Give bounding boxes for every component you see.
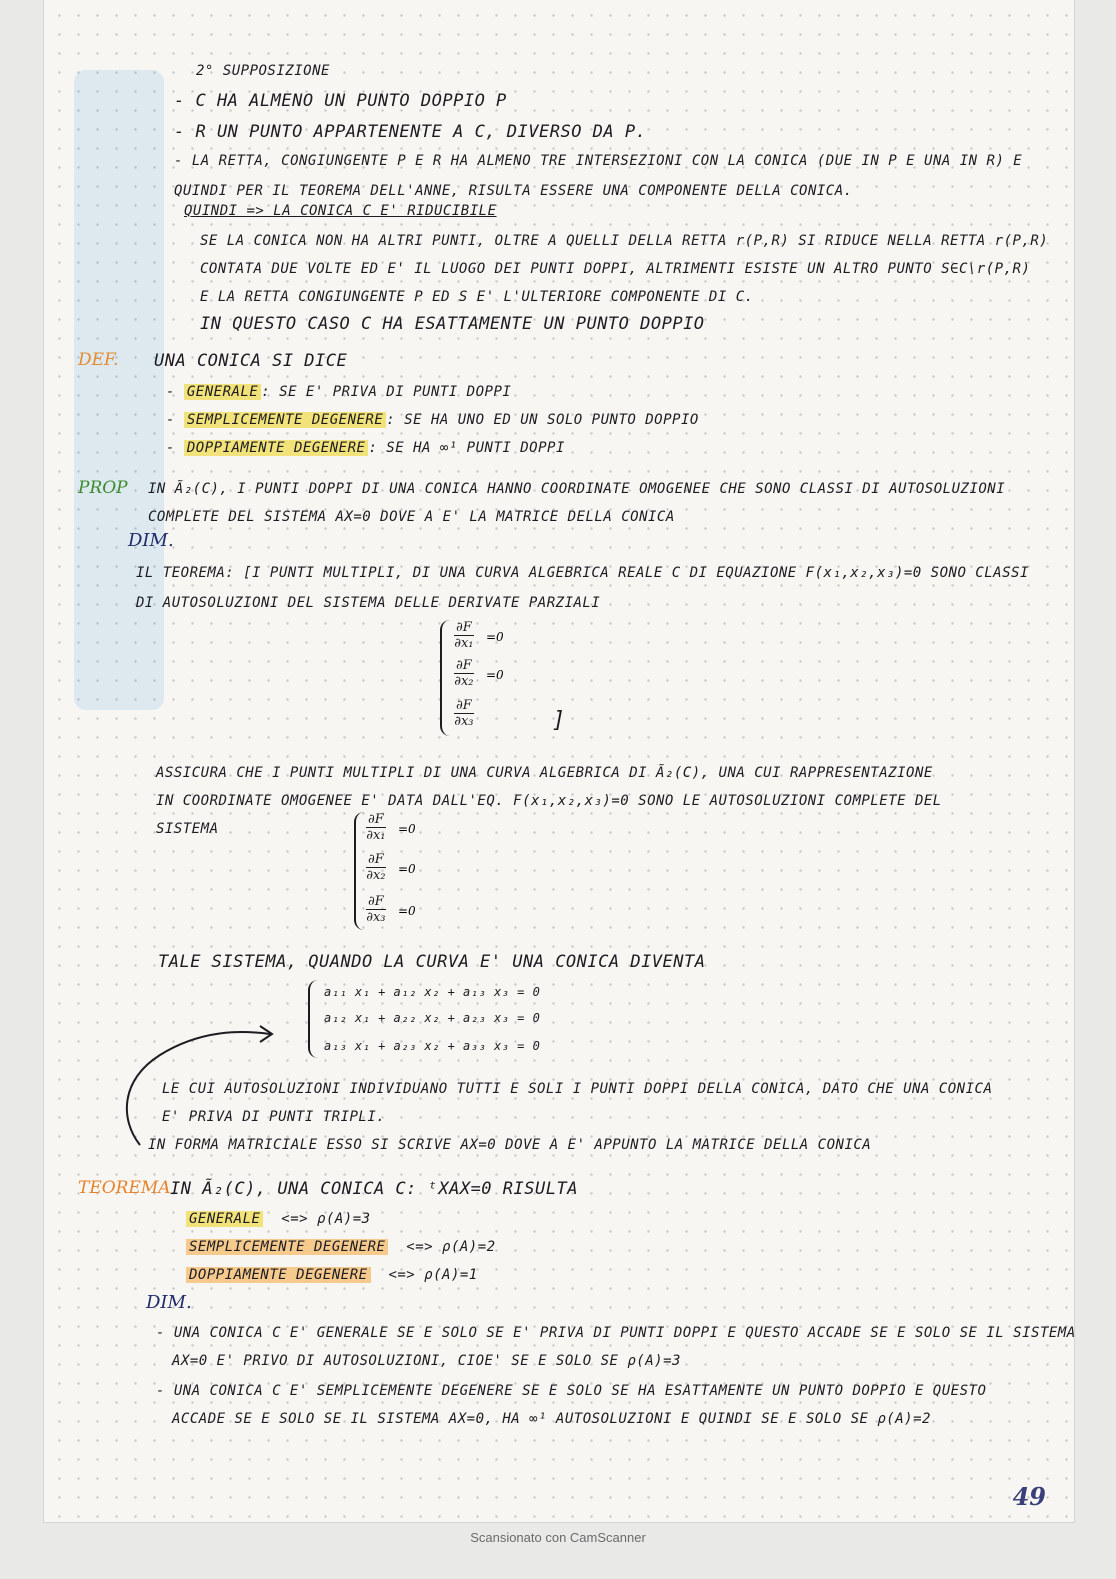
note-line: E LA RETTA CONGIUNGENTE P ED S E' L'ULTERIORE COMPONENTE DI C. xyxy=(200,289,754,305)
partial-derivative: $\frac{\partial F}{\text{∂x₂}}$ xyxy=(366,852,386,883)
dim-tag: DIM. xyxy=(128,530,174,551)
equals-zero: =0 xyxy=(398,904,416,918)
dim-tag: DIM. xyxy=(146,1292,192,1313)
theorem-case-simple xyxy=(186,1240,496,1254)
partial-derivative: $\frac{\partial F}{\text{∂x₃}}$ xyxy=(366,894,386,925)
highlight: SEMPLICEMENTE DEGENERE xyxy=(184,412,386,428)
note-line: E' PRIVA DI PUNTI TRIPLI. xyxy=(162,1109,386,1125)
rank-condition: <=> ρ(A)=1 xyxy=(388,1267,478,1283)
def-item-simple: - SEMPLICEMENTE DEGENERE : SE HA UNO ED UN SOLO PUNTO DOPPIO xyxy=(166,412,699,428)
theorem-line: DI AUTOSOLUZIONI DEL SISTEMA DELLE DERIVATE PARZIALI xyxy=(136,595,601,611)
note-line: SISTEMA xyxy=(156,821,219,837)
prop-line: IN Ã₂(C), I PUNTI DOPPI DI UNA CONICA HANNO COORDINATE OMOGENEE CHE SONO CLASSI DI AUTOSOLUZIONI xyxy=(148,481,1006,497)
prop-line: COMPLETE DEL SISTEMA AX=0 DOVE A E' LA MATRICE DELLA CONICA xyxy=(148,509,675,525)
def-item-double: - DOPPIAMENTE DEGENERE : SE HA ∞¹ PUNTI DOPPI xyxy=(166,440,565,456)
note-line: ASSICURA CHE I PUNTI MULTIPLI DI UNA CURVA ALGEBRICA DI Ã₂(C), UNA CUI RAPPRESENTAZIONE xyxy=(156,765,933,781)
proof-line: AX=0 E' PRIVO DI AUTOSOLUZIONI, CIOE' SE E SOLO SE ρ(A)=3 xyxy=(172,1353,681,1369)
note-line: 2° SUPPOSIZIONE xyxy=(196,63,330,79)
note-line: IN FORMA MATRICIALE ESSO SI SCRIVE AX=0 DOVE A E' APPUNTO LA MATRICE DELLA CONICA xyxy=(148,1137,872,1153)
note-line: - LA RETTA, CONGIUNGENTE P E R HA ALMENO TRE INTERSEZIONI CON LA CONICA (DUE IN P E UNA IN R) E xyxy=(174,153,1023,169)
equals-zero: =0 xyxy=(398,822,416,836)
system-brace xyxy=(308,980,320,1058)
note-line: LE CUI AUTOSOLUZIONI INDIVIDUANO TUTTI E SOLI I PUNTI DOPPI DELLA CONICA, DATO CHE UNA CONICA xyxy=(162,1081,993,1097)
equals-zero: =0 xyxy=(486,668,504,682)
highlight: DOPPIAMENTE DEGENERE xyxy=(186,1267,371,1283)
highlight: GENERALE xyxy=(184,384,261,400)
theorem-line: IL TEOREMA: [I PUNTI MULTIPLI, DI UNA CURVA ALGEBRICA REALE C DI EQUAZIONE F(x₁,x₂,x₃)=0 SONO CLASSI xyxy=(136,565,1029,581)
equals-zero: =0 xyxy=(398,862,416,876)
proof-line: ACCADE SE E SOLO SE IL SISTEMA AX=0, HA ∞¹ AUTOSOLUZIONI E QUINDI SE E SOLO SE ρ(A)=2 xyxy=(172,1411,931,1427)
def-intro: UNA CONICA SI DICE xyxy=(154,351,348,371)
note-line: TALE SISTEMA, QUANDO LA CURVA E' UNA CONICA DIVENTA xyxy=(158,952,706,972)
theorem-tag: TEOREMA xyxy=(78,1178,171,1198)
rank-condition: <=> ρ(A)=2 xyxy=(406,1239,496,1255)
note-line: - R UN PUNTO APPARTENENTE A C, DIVERSO DA P. xyxy=(174,122,647,142)
def-item-general: - GENERALE : SE E' PRIVA DI PUNTI DOPPI xyxy=(166,384,512,400)
linear-equation: a₁₂ x₁ + a₂₂ x₂ + a₂₃ x₃ = 0 xyxy=(324,1011,541,1025)
highlight: GENERALE xyxy=(186,1211,263,1227)
equals-zero: =0 xyxy=(486,630,504,644)
def-tag: DEF. xyxy=(78,350,119,370)
note-line: QUINDI => LA CONICA C E' RIDUCIBILE xyxy=(184,203,497,219)
def-text: : SE HA ∞¹ PUNTI DOPPI xyxy=(368,440,565,456)
linear-equation: a₁₃ x₁ + a₂₃ x₂ + a₃₃ x₃ = 0 xyxy=(324,1039,541,1053)
note-line: CONTATA DUE VOLTE ED E' IL LUOGO DEI PUNTI DOPPI, ALTRIMENTI ESISTE UN ALTRO PUNTO S∈C\r(P,R) xyxy=(200,261,1031,277)
theorem-case-general xyxy=(186,1212,371,1226)
notebook-page xyxy=(44,0,1074,1522)
partial-derivative: $\frac{\partial F}{\text{∂x₃}}$ xyxy=(454,698,474,729)
proof-line: - UNA CONICA C E' GENERALE SE E SOLO SE E' PRIVA DI PUNTI DOPPI E QUESTO ACCADE SE E SOLO SE IL SISTEMA xyxy=(156,1325,1076,1341)
scanner-footer: Scansionato con CamScanner xyxy=(470,1530,646,1545)
note-line: SE LA CONICA NON HA ALTRI PUNTI, OLTRE A QUELLI DELLA RETTA r(P,R) SI RIDUCE NELLA RETTA r(P,R) xyxy=(200,233,1049,249)
rank-condition: <=> ρ(A)=3 xyxy=(281,1211,371,1227)
closing-bracket: ] xyxy=(552,708,566,733)
theorem-statement: IN Ã₂(C), UNA CONICA C: ᵗXAX=0 RISULTA xyxy=(170,1179,578,1199)
partial-derivative: $\frac{\partial F}{\text{∂x₁}}$ xyxy=(366,812,386,843)
theorem-case-double xyxy=(186,1268,478,1282)
page-number: 49 xyxy=(1012,1482,1046,1511)
proof-line: - UNA CONICA C E' SEMPLICEMENTE DEGENERE SE E SOLO SE HA ESATTAMENTE UN PUNTO DOPPIO E QUESTO xyxy=(156,1383,987,1399)
highlight: SEMPLICEMENTE DEGENERE xyxy=(186,1239,388,1255)
note-line: IN COORDINATE OMOGENEE E' DATA DALL'EQ. F(x₁,x₂,x₃)=0 SONO LE AUTOSOLUZIONI COMPLETE DEL xyxy=(156,793,942,809)
def-text: : SE HA UNO ED UN SOLO PUNTO DOPPIO xyxy=(386,412,699,428)
prop-tag: PROP xyxy=(78,478,128,498)
system-brace xyxy=(440,620,452,736)
linear-equation: a₁₁ x₁ + a₁₂ x₂ + a₁₃ x₃ = 0 xyxy=(324,985,541,999)
def-text: : SE E' PRIVA DI PUNTI DOPPI xyxy=(261,384,512,400)
partial-derivative: $\frac{\partial F}{\text{∂x₂}}$ xyxy=(454,658,474,689)
note-line: QUINDI PER IL TEOREMA DELL'ANNE, RISULTA ESSERE UNA COMPONENTE DELLA CONICA. xyxy=(174,183,853,199)
note-line: IN QUESTO CASO C HA ESATTAMENTE UN PUNTO DOPPIO xyxy=(200,314,705,334)
partial-derivative: $\frac{\partial F}{\text{∂x₁}}$ xyxy=(454,620,474,651)
system-brace xyxy=(354,812,366,930)
note-line: - C HA ALMENO UN PUNTO DOPPIO P xyxy=(174,91,507,111)
highlight: DOPPIAMENTE DEGENERE xyxy=(184,440,369,456)
